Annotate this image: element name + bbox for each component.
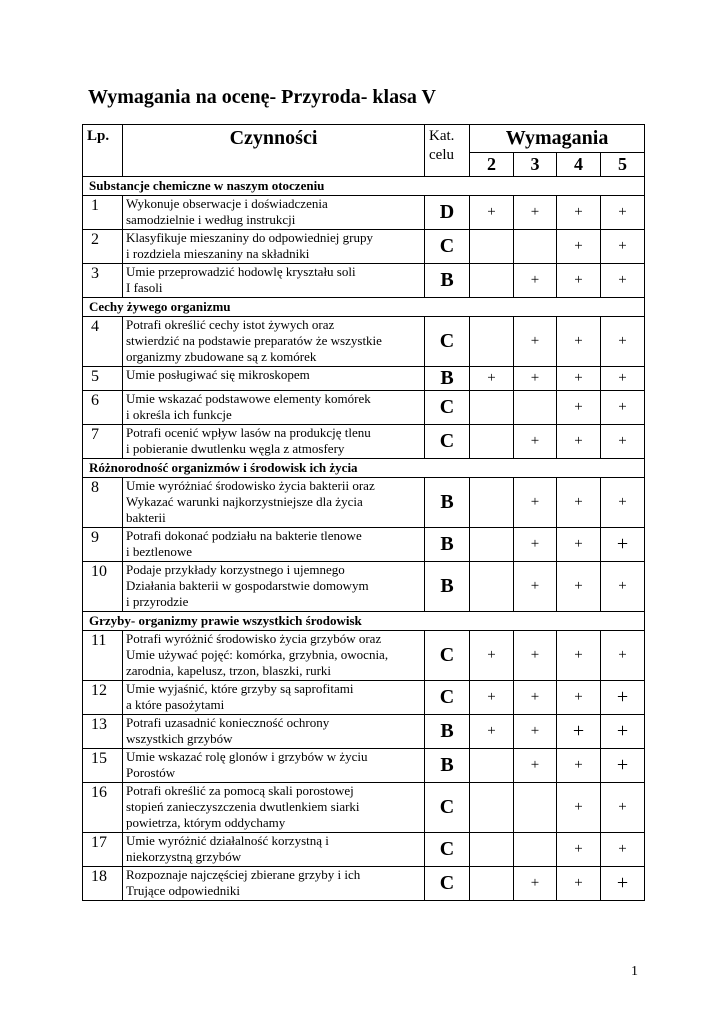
section-title: Grzyby- organizmy prawie wszystkich środowisk: [83, 612, 645, 631]
row-number: 16: [83, 783, 123, 833]
section-row: [83, 612, 645, 631]
grade-cell-2: [470, 867, 514, 901]
row-number: 17: [83, 833, 123, 867]
row-category: B: [425, 562, 470, 612]
row-number: 7: [83, 425, 123, 459]
row-description: [123, 317, 425, 367]
table-row: [83, 317, 645, 367]
table-row: [83, 867, 645, 901]
row-description: [123, 562, 425, 612]
row-number: 5: [83, 367, 123, 391]
table-row: [83, 681, 645, 715]
grade-cell-2: +: [470, 196, 514, 230]
grade-cell-3: +: [514, 425, 557, 459]
section-title: Substancje chemiczne w naszym otoczeniu: [83, 177, 645, 196]
grade-cell-2: +: [470, 715, 514, 749]
grade-cell-2: [470, 391, 514, 425]
grade-cell-5: +: [601, 425, 645, 459]
grade-cell-4: +: [557, 425, 601, 459]
row-description: [123, 425, 425, 459]
section-row: [83, 459, 645, 478]
row-description: [123, 681, 425, 715]
grade-cell-3: +: [514, 715, 557, 749]
row-number: 12: [83, 681, 123, 715]
grade-cell-4: +: [557, 715, 601, 749]
grade-cell-5: +: [601, 196, 645, 230]
row-description: [123, 715, 425, 749]
grade-cell-4: +: [557, 367, 601, 391]
grade-cell-4: +: [557, 867, 601, 901]
requirements-table: [82, 124, 645, 901]
table-row: [83, 230, 645, 264]
grade-cell-4: +: [557, 833, 601, 867]
description-line: samodzielnie i według instrukcji: [126, 212, 296, 227]
table-row: [83, 425, 645, 459]
grade-cell-3: +: [514, 528, 557, 562]
grade-cell-4: +: [557, 264, 601, 298]
grade-cell-2: [470, 230, 514, 264]
row-number: 4: [83, 317, 123, 367]
description-line: Podaje przykłady korzystnego i ujemnego: [126, 562, 345, 577]
grade-cell-5: +: [601, 367, 645, 391]
table-row: [83, 478, 645, 528]
table-row: [83, 367, 645, 391]
grade-cell-4: +: [557, 478, 601, 528]
header-wymagania: Wymagania: [470, 125, 645, 153]
description-line: Umie wyjaśnić, które grzyby są saprofitami: [126, 681, 354, 696]
grade-cell-4: +: [557, 391, 601, 425]
grade-cell-3: [514, 391, 557, 425]
description-line: stopień zanieczyszczenia dwutlenkiem siarki: [126, 799, 360, 814]
grade-cell-3: [514, 230, 557, 264]
row-description: [123, 749, 425, 783]
row-description: [123, 367, 425, 391]
grade-cell-3: [514, 833, 557, 867]
row-number: 2: [83, 230, 123, 264]
description-line: i beztlenowe: [126, 544, 193, 559]
section-row: [83, 298, 645, 317]
grade-cell-3: +: [514, 749, 557, 783]
row-category: B: [425, 749, 470, 783]
description-line: Potrafi ocenić wpływ lasów na produkcję tlenu: [126, 425, 371, 440]
row-description: [123, 631, 425, 681]
table-row: [83, 264, 645, 298]
page-number: 1: [631, 964, 638, 979]
description-line: Porostów: [126, 765, 176, 780]
grade-cell-4: +: [557, 528, 601, 562]
table-row: [83, 528, 645, 562]
row-number: 15: [83, 749, 123, 783]
header-kat-celu: Kat. celu: [425, 125, 470, 177]
row-category: C: [425, 317, 470, 367]
page-title: Wymagania na ocenę- Przyroda- klasa V: [88, 86, 436, 108]
row-category: C: [425, 631, 470, 681]
grade-cell-3: +: [514, 867, 557, 901]
grade-cell-2: +: [470, 367, 514, 391]
row-description: [123, 783, 425, 833]
row-number: 10: [83, 562, 123, 612]
grade-cell-5: +: [601, 317, 645, 367]
table-row: [83, 562, 645, 612]
description-line: i pobieranie dwutlenku węgla z atmosfery: [126, 441, 345, 456]
grade-cell-2: [470, 528, 514, 562]
grade-cell-3: +: [514, 196, 557, 230]
row-number: 8: [83, 478, 123, 528]
description-line: i przyrodzie: [126, 594, 189, 609]
row-number: 9: [83, 528, 123, 562]
header-lp: Lp.: [83, 125, 123, 177]
row-category: D: [425, 196, 470, 230]
description-line: organizmy zbudowane są z komórek: [126, 349, 317, 364]
description-line: zarodnia, kapelusz, trzon, blaszki, rurki: [126, 663, 332, 678]
header-grade-4: 4: [557, 152, 601, 176]
row-description: [123, 264, 425, 298]
grade-cell-2: [470, 783, 514, 833]
table-row: [83, 631, 645, 681]
section-title: Cechy żywego organizmu: [83, 298, 645, 317]
row-category: C: [425, 867, 470, 901]
description-line: Wykazać warunki najkorzystniejsze dla życia: [126, 494, 363, 509]
grade-cell-4: +: [557, 749, 601, 783]
row-category: C: [425, 425, 470, 459]
grade-cell-3: +: [514, 317, 557, 367]
row-number: 1: [83, 196, 123, 230]
grade-cell-2: [470, 749, 514, 783]
grade-cell-3: +: [514, 562, 557, 612]
header-grade-3: 3: [514, 152, 557, 176]
description-line: Działania bakterii w gospodarstwie domowym: [126, 578, 369, 593]
row-category: B: [425, 528, 470, 562]
grade-cell-5: +: [601, 528, 645, 562]
description-line: powietrza, którym oddychamy: [126, 815, 286, 830]
grade-cell-2: [470, 833, 514, 867]
row-description: [123, 196, 425, 230]
grade-cell-2: +: [470, 681, 514, 715]
row-description: [123, 833, 425, 867]
description-line: Umie wskazać podstawowe elementy komórek: [126, 391, 371, 406]
header-row: [83, 125, 645, 153]
row-category: C: [425, 681, 470, 715]
grade-cell-4: +: [557, 783, 601, 833]
row-description: [123, 230, 425, 264]
grade-cell-5: +: [601, 749, 645, 783]
grade-cell-5: +: [601, 681, 645, 715]
grade-cell-4: +: [557, 230, 601, 264]
description-line: niekorzystną grzybów: [126, 849, 242, 864]
description-line: i rozdziela mieszaniny na składniki: [126, 246, 310, 261]
grade-cell-5: +: [601, 391, 645, 425]
grade-cell-2: [470, 425, 514, 459]
grade-cell-5: +: [601, 478, 645, 528]
grade-cell-4: +: [557, 681, 601, 715]
table-row: [83, 391, 645, 425]
row-category: B: [425, 367, 470, 391]
table-row: [83, 749, 645, 783]
grade-cell-3: +: [514, 264, 557, 298]
grade-cell-2: +: [470, 631, 514, 681]
grade-cell-4: +: [557, 317, 601, 367]
grade-cell-2: [470, 264, 514, 298]
table-row: [83, 833, 645, 867]
description-line: Rozpoznaje najczęściej zbierane grzyby i ich: [126, 867, 361, 882]
grade-cell-5: +: [601, 833, 645, 867]
grade-cell-5: +: [601, 715, 645, 749]
grade-cell-2: [470, 562, 514, 612]
row-category: C: [425, 230, 470, 264]
description-line: I fasoli: [126, 280, 163, 295]
description-line: a które pasożytami: [126, 697, 225, 712]
grade-cell-2: [470, 478, 514, 528]
table-row: [83, 196, 645, 230]
table-row: [83, 783, 645, 833]
description-line: Wykonuje obserwacje i doświadczenia: [126, 196, 328, 211]
grade-cell-4: +: [557, 631, 601, 681]
table-row: [83, 715, 645, 749]
description-line: Umie wyróżniać środowisko życia bakterii oraz: [126, 478, 375, 493]
grade-cell-5: +: [601, 264, 645, 298]
row-category: B: [425, 715, 470, 749]
section-title: Różnorodność organizmów i środowisk ich życia: [83, 459, 645, 478]
description-line: Potrafi uzasadnić konieczność ochrony: [126, 715, 330, 730]
grade-cell-3: +: [514, 631, 557, 681]
row-number: 3: [83, 264, 123, 298]
description-line: Umie wyróżnić działalność korzystną i: [126, 833, 329, 848]
row-category: C: [425, 783, 470, 833]
row-number: 18: [83, 867, 123, 901]
row-description: [123, 391, 425, 425]
description-line: Potrafi określić za pomocą skali porostowej: [126, 783, 354, 798]
row-number: 6: [83, 391, 123, 425]
row-description: [123, 528, 425, 562]
description-line: Klasyfikuje mieszaniny do odpowiedniej grupy: [126, 230, 373, 245]
section-row: [83, 177, 645, 196]
row-category: B: [425, 264, 470, 298]
description-line: Umie wskazać rolę glonów i grzybów w życiu: [126, 749, 368, 764]
description-line: wszystkich grzybów: [126, 731, 233, 746]
grade-cell-5: +: [601, 631, 645, 681]
grade-cell-3: +: [514, 367, 557, 391]
grade-cell-3: +: [514, 681, 557, 715]
header-grade-2: 2: [470, 152, 514, 176]
grade-cell-3: [514, 783, 557, 833]
grade-cell-3: +: [514, 478, 557, 528]
grade-cell-2: [470, 317, 514, 367]
row-category: C: [425, 833, 470, 867]
description-line: Potrafi dokonać podziału na bakterie tlenowe: [126, 528, 362, 543]
description-line: stwierdzić na podstawie preparatów że wszystkie: [126, 333, 382, 348]
description-line: Trujące odpowiedniki: [126, 883, 240, 898]
row-category: C: [425, 391, 470, 425]
description-line: bakterii: [126, 510, 166, 525]
grade-cell-5: +: [601, 783, 645, 833]
description-line: Potrafi określić cechy istot żywych oraz: [126, 317, 335, 332]
header-czynnosci: Czynności: [123, 125, 425, 177]
row-description: [123, 867, 425, 901]
grade-cell-5: +: [601, 867, 645, 901]
description-line: Potrafi wyróżnić środowisko życia grzybów oraz: [126, 631, 382, 646]
row-number: 11: [83, 631, 123, 681]
grade-cell-5: +: [601, 562, 645, 612]
row-number: 13: [83, 715, 123, 749]
header-grade-5: 5: [601, 152, 645, 176]
grade-cell-4: +: [557, 562, 601, 612]
description-line: Umie przeprowadzić hodowlę kryształu soli: [126, 264, 356, 279]
description-line: i określa ich funkcje: [126, 407, 232, 422]
row-category: B: [425, 478, 470, 528]
grade-cell-4: +: [557, 196, 601, 230]
grade-cell-5: +: [601, 230, 645, 264]
row-description: [123, 478, 425, 528]
description-line: Umie posługiwać się mikroskopem: [126, 367, 310, 382]
description-line: Umie używać pojęć: komórka, grzybnia, owocnia,: [126, 647, 389, 662]
